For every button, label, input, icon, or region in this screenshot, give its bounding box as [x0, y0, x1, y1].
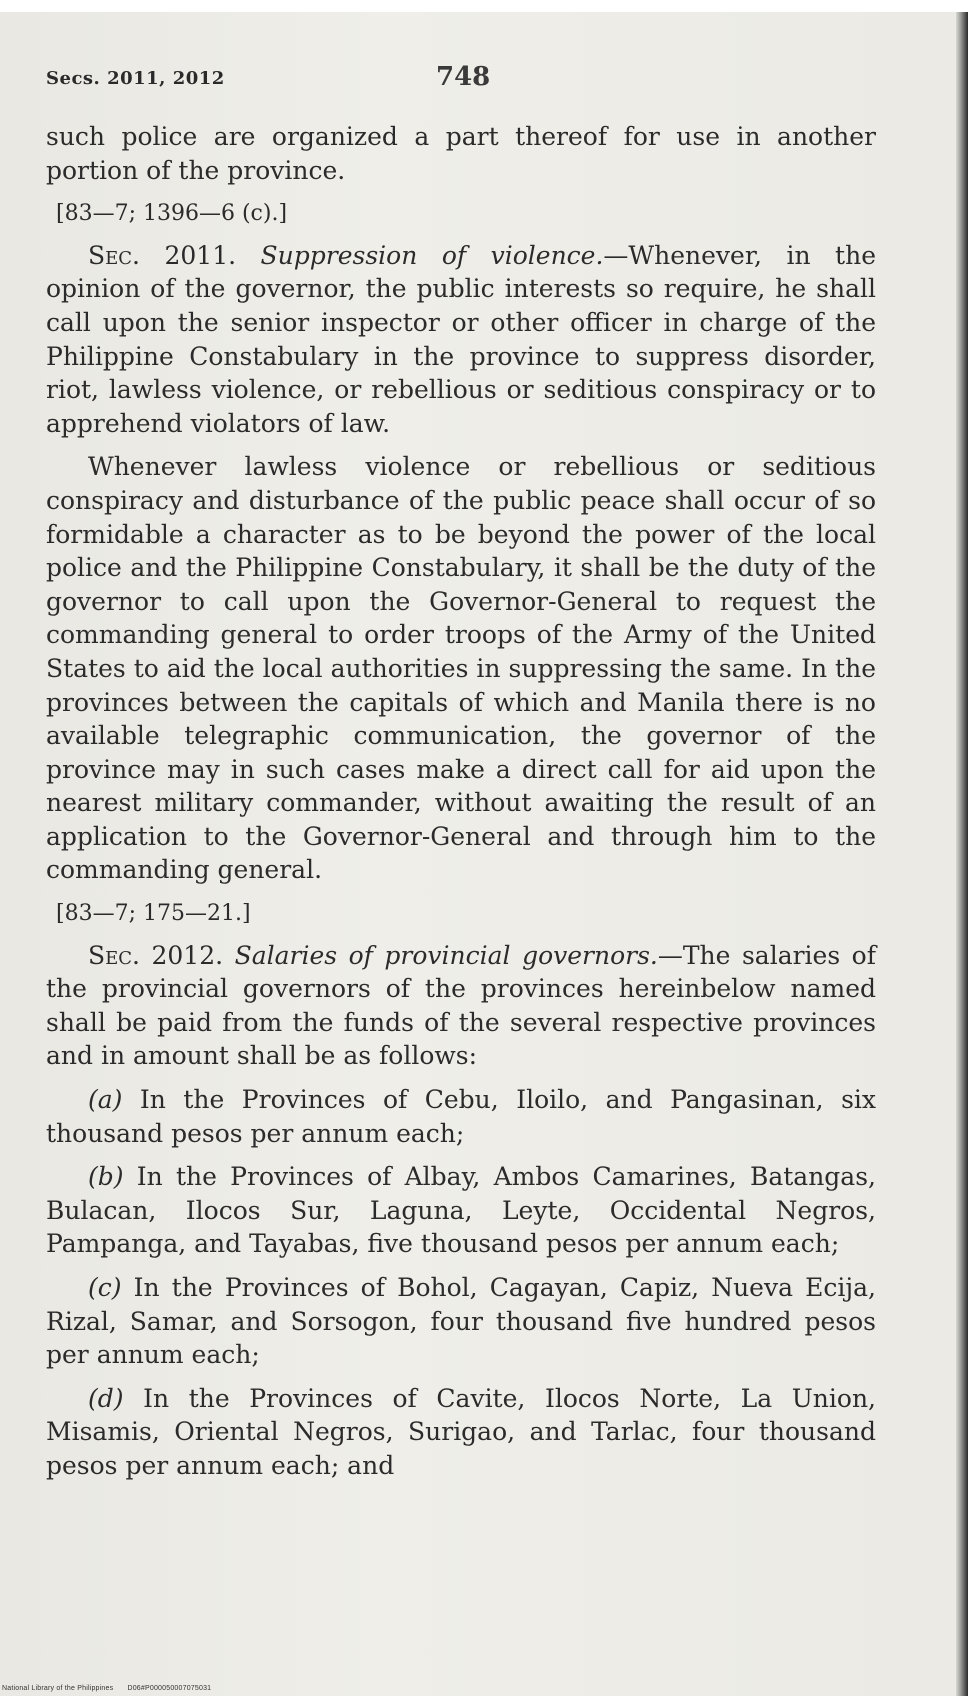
section-label: Sec. 2012. — [88, 940, 224, 970]
item-letter: (c) — [88, 1273, 122, 1302]
continuation-paragraph: such police are organized a part thereof for use in another portion of the province. — [46, 122, 876, 185]
list-item — [46, 1160, 876, 1261]
library-credit: National Library of the Philippines — [2, 1685, 114, 1692]
item-letter: (d) — [88, 1383, 124, 1413]
scan-footer — [2, 1685, 211, 1692]
page-number: 748 — [436, 62, 491, 92]
section-text: —Whenever, in the opinion of the governor, the public interests so require, he shall call upon the senior inspector or other officer in charge of the Philippine Constabulary in the province to suppress disorder, riot, lawless violence, or rebellious or seditious conspiracy or to apprehend violators of law. — [46, 240, 876, 438]
item-text: In the Provinces of Cebu, Iloilo, and Pangasinan, six thousand pesos per annum each; — [46, 1085, 876, 1148]
list-item — [46, 1083, 876, 1150]
section-title: Suppression of violence. — [260, 240, 604, 270]
item-text: In the Provinces of Cavite, Ilocos Norte, La Union, Misamis, Oriental Negros, Surigao, and Tarlac, four thousand pesos per annum each; and — [46, 1383, 876, 1480]
list-item — [46, 1271, 876, 1372]
section-reference: Secs. 2011, 2012 — [46, 68, 225, 89]
page-header — [46, 62, 876, 98]
section-title: Salaries of provincial governors. — [234, 940, 658, 970]
section-2011-paragraph-2: Whenever lawless violence or rebellious or seditious conspiracy and disturbance of the public peace shall occur of so formidable a character as to be beyond the power of the local police and the Philippine Constabulary, it shall be the duty of the governor to call upon the Governor-General to request the commanding general to order troops of the Army of the United States to aid the local authorities in suppressing the same. In the provinces between the capitals of which and Manila there is no available telegraphic communication, the governor of the province may in such cases make a direct call for aid upon the nearest military commander, without awaiting the result of an application to the Governor-General and through him to the commanding general. — [46, 452, 876, 885]
bottom-margin — [0, 1696, 968, 1706]
item-letter: (a) — [88, 1085, 123, 1115]
list-item — [46, 1382, 876, 1483]
section-text: —The salaries of the provincial governors of the provinces hereinbelow named shall be paid from the funds of the several respective provinces and in amount shall be as follows: — [46, 940, 876, 1071]
page-body — [46, 120, 876, 1493]
section-label: Sec. 2011. — [88, 240, 237, 270]
page-edge-shadow — [956, 12, 968, 1702]
citation: [83—7; 1396—6 (c).] — [56, 201, 288, 227]
section-2012-paragraph — [46, 939, 876, 1073]
citation: [83—7; 175—21.] — [56, 901, 251, 927]
item-letter: (b) — [88, 1162, 124, 1192]
section-2011-paragraph — [46, 239, 876, 441]
item-text: In the Provinces of Albay, Ambos Camarines, Batangas, Bulacan, Ilocos Sur, Laguna, Leyte, Occidental Negros, Pampanga, and Tayabas, five thousand pesos per annum each; — [46, 1162, 876, 1259]
scan-identifier: D06#P000050007075031 — [127, 1685, 212, 1692]
item-text: In the Provinces of Bohol, Cagayan, Capiz, Nueva Ecija, Rizal, Samar, and Sorsogon, four thousand five hundred pesos per annum each; — [46, 1273, 876, 1370]
